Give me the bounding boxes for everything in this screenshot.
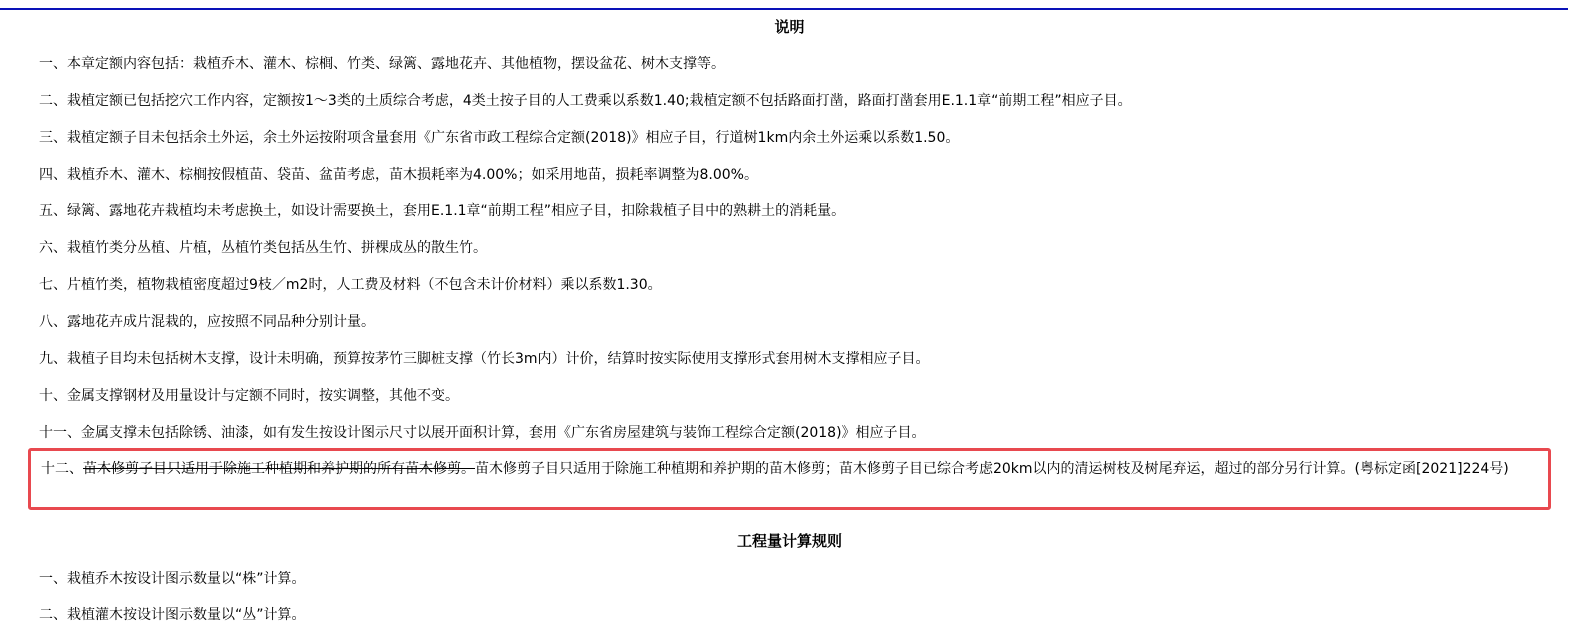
- note-item-12: [41, 460, 1541, 478]
- note-item-12-text: 苗木修剪子目只适用于除施工种植期和养护期的苗木修剪；苗木修剪子目已综合考虑20km以内的清运树枝及树尾弃运，超过的部分另行计算。(粤标定函[2021]224号): [475, 461, 1509, 477]
- note-item-1: 一、本章定额内容包括：栽植乔木、灌木、棕榈、竹类、绿篱、露地花卉、其他植物，摆设盆花、树木支撑等。: [39, 56, 725, 72]
- highlighted-note-box: [28, 448, 1551, 510]
- note-item-5: 五、绿篱、露地花卉栽植均未考虑换土，如设计需要换土，套用E.1.1章“前期工程”相应子目，扣除栽植子目中的熟耕土的消耗量。: [39, 203, 846, 219]
- note-item-12-deleted-text: 苗木修剪子目只适用于除施工种植期和养护期的所有苗木修剪。: [83, 461, 475, 477]
- rules-title: 工程量计算规则: [736, 532, 842, 550]
- section-title: 说明: [774, 18, 805, 36]
- rule-item-1: 一、栽植乔木按设计图示数量以“株”计算。: [39, 571, 306, 587]
- note-item-11: 十一、金属支撑未包括除锈、油漆，如有发生按设计图示尺寸以展开面积计算，套用《广东省房屋建筑与装饰工程综合定额(2018)》相应子目。: [39, 425, 926, 441]
- note-item-4: 四、栽植乔木、灌木、棕榈按假植苗、袋苗、盆苗考虑，苗木损耗率为4.00%；如采用地苗，损耗率调整为8.00%。: [39, 167, 758, 183]
- note-item-6: 六、栽植竹类分丛植、片植，丛植竹类包括丛生竹、拼棵成丛的散生竹。: [39, 240, 487, 256]
- top-divider: [0, 8, 1568, 10]
- note-item-9: 九、栽植子目均未包括树木支撑，设计未明确，预算按茅竹三脚桩支撑（竹长3m内）计价，结算时按实际使用支撑形式套用树木支撑相应子目。: [39, 351, 930, 367]
- note-item-10: 十、金属支撑钢材及用量设计与定额不同时，按实调整，其他不变。: [39, 388, 459, 404]
- note-item-3: 三、栽植定额子目未包括余土外运，余土外运按附项含量套用《广东省市政工程综合定额(2018)》相应子目，行道树1km内余土外运乘以系数1.50。: [39, 130, 960, 146]
- note-item-7: 七、片植竹类，植物栽植密度超过9枝／m2时，人工费及材料（不包含未计价材料）乘以系数1.30。: [39, 277, 662, 293]
- note-item-2: 二、栽植定额已包括挖穴工作内容，定额按1～3类的土质综合考虑，4类土按子目的人工费乘以系数1.40;栽植定额不包括路面打凿，路面打凿套用E.1.1章“前期工程”相应子目。: [39, 93, 1132, 109]
- note-item-12-prefix: 十二、: [41, 461, 83, 477]
- rule-item-2: 二、栽植灌木按设计图示数量以“丛”计算。: [39, 607, 306, 623]
- note-item-8: 八、露地花卉成片混栽的，应按照不同品种分别计量。: [39, 314, 375, 330]
